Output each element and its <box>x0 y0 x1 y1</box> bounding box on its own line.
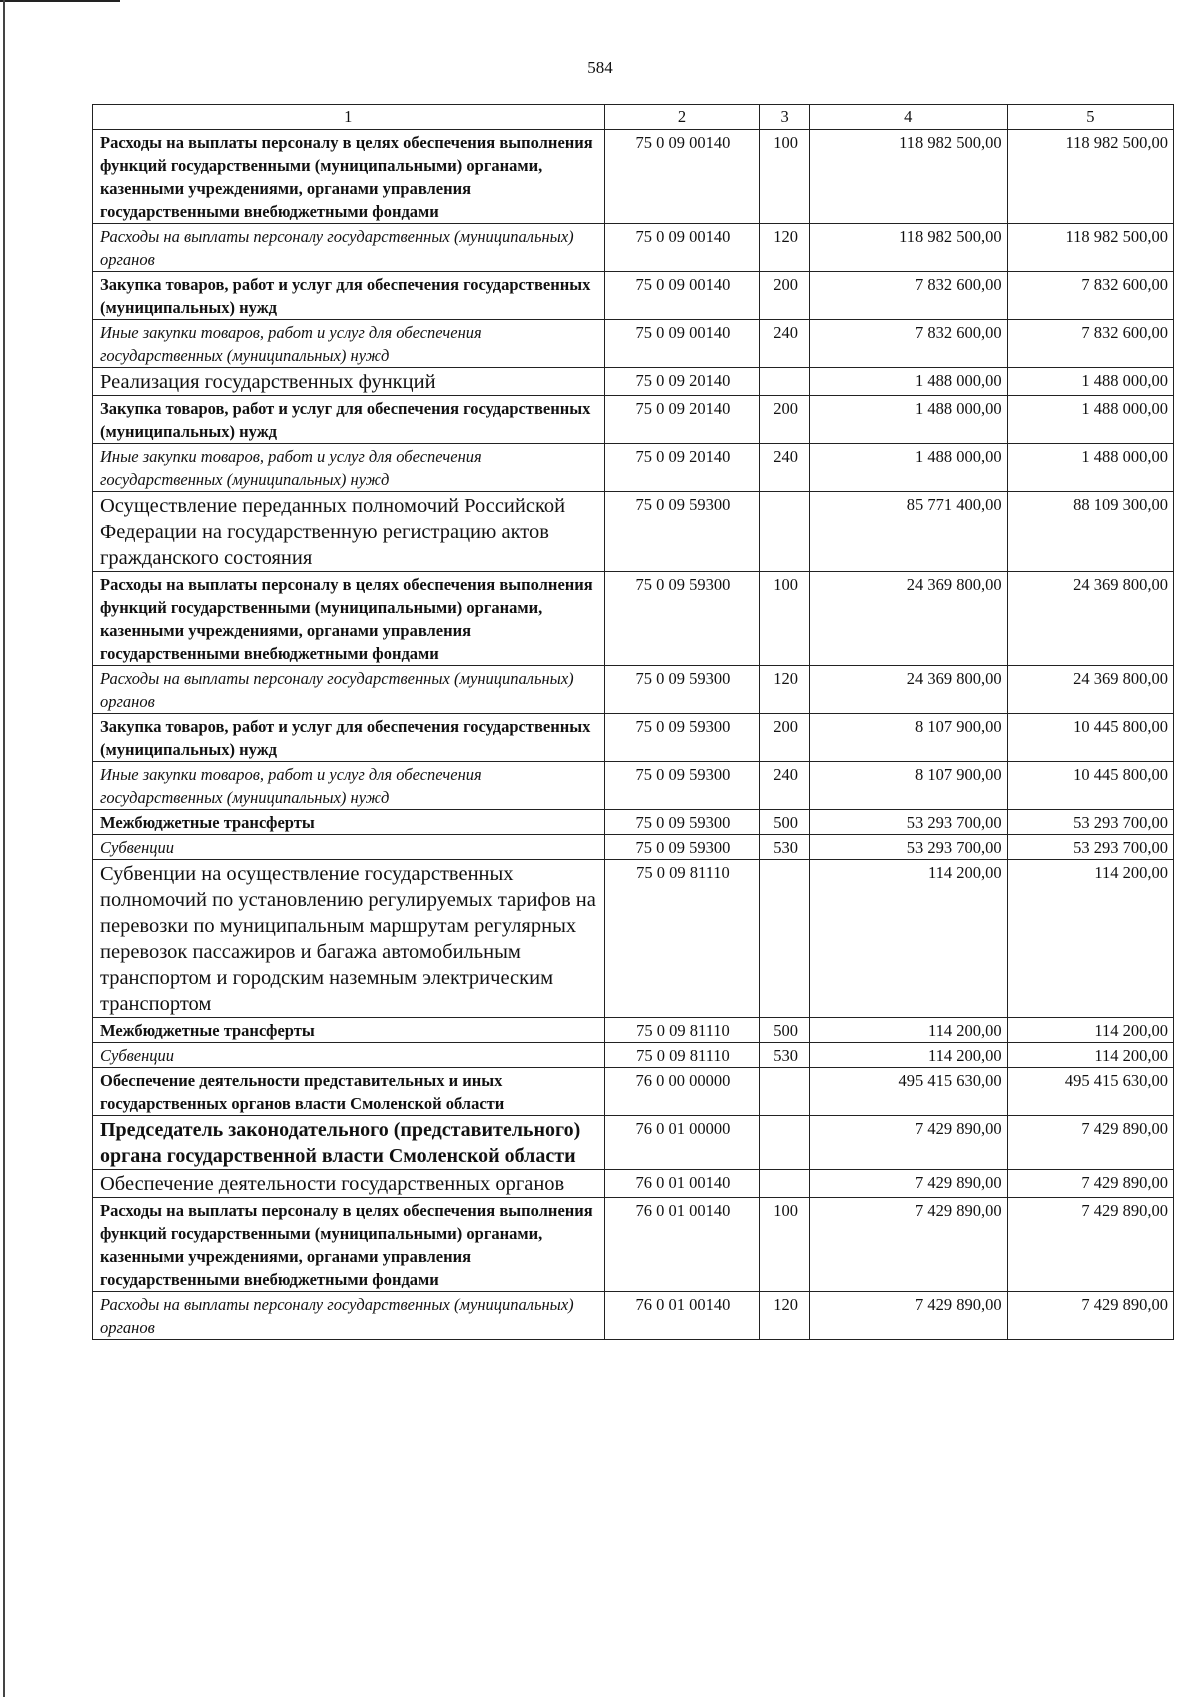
row-sum-col-4: 118 982 500,00 <box>809 224 1007 272</box>
row-type: 200 <box>760 396 809 444</box>
row-sum-col-5: 24 369 800,00 <box>1007 666 1173 714</box>
row-sum-col-5: 114 200,00 <box>1007 1043 1173 1068</box>
row-name: Межбюджетные трансферты <box>93 1018 605 1043</box>
row-type: 530 <box>760 835 809 860</box>
row-name: Расходы на выплаты персоналу государственных (муниципальных) органов <box>93 224 605 272</box>
header-col-2: 2 <box>604 105 760 130</box>
row-sum-col-4: 7 429 890,00 <box>809 1198 1007 1292</box>
row-code: 76 0 01 00140 <box>604 1198 760 1292</box>
table-row <box>93 224 1174 272</box>
row-sum-col-4: 114 200,00 <box>809 860 1007 1018</box>
row-name: Председатель законодательного (представительного) органа государственной власти Смоленской области <box>93 1116 605 1170</box>
table-row <box>93 810 1174 835</box>
row-code: 75 0 09 00140 <box>604 272 760 320</box>
row-code: 76 0 00 00000 <box>604 1068 760 1116</box>
row-sum-col-4: 7 832 600,00 <box>809 272 1007 320</box>
row-sum-col-5: 7 832 600,00 <box>1007 320 1173 368</box>
table-row <box>93 1292 1174 1340</box>
header-col-1: 1 <box>93 105 605 130</box>
header-col-5: 5 <box>1007 105 1173 130</box>
row-type <box>760 1170 809 1198</box>
row-sum-col-4: 24 369 800,00 <box>809 666 1007 714</box>
row-type: 120 <box>760 1292 809 1340</box>
row-sum-col-5: 24 369 800,00 <box>1007 572 1173 666</box>
table-row <box>93 835 1174 860</box>
table-row <box>93 762 1174 810</box>
row-sum-col-4: 7 429 890,00 <box>809 1292 1007 1340</box>
row-code: 75 0 09 00140 <box>604 224 760 272</box>
row-sum-col-4: 8 107 900,00 <box>809 762 1007 810</box>
table-row <box>93 444 1174 492</box>
row-type: 500 <box>760 1018 809 1043</box>
row-code: 75 0 09 00140 <box>604 320 760 368</box>
table-row <box>93 130 1174 224</box>
table-row <box>93 1170 1174 1198</box>
table-row <box>93 1043 1174 1068</box>
row-name: Расходы на выплаты персоналу государственных (муниципальных) органов <box>93 666 605 714</box>
row-sum-col-4: 495 415 630,00 <box>809 1068 1007 1116</box>
row-type: 100 <box>760 1198 809 1292</box>
row-sum-col-5: 114 200,00 <box>1007 1018 1173 1043</box>
row-type: 240 <box>760 444 809 492</box>
table-row <box>93 1068 1174 1116</box>
table-row <box>93 492 1174 572</box>
row-sum-col-5: 53 293 700,00 <box>1007 835 1173 860</box>
row-code: 75 0 09 20140 <box>604 368 760 396</box>
row-type: 100 <box>760 130 809 224</box>
row-name: Иные закупки товаров, работ и услуг для обеспечения государственных (муниципальных) нужд <box>93 444 605 492</box>
row-code: 76 0 01 00140 <box>604 1170 760 1198</box>
row-code: 76 0 01 00140 <box>604 1292 760 1340</box>
page-number: 584 <box>587 58 613 77</box>
row-sum-col-4: 1 488 000,00 <box>809 444 1007 492</box>
row-sum-col-5: 7 429 890,00 <box>1007 1198 1173 1292</box>
budget-table <box>92 104 1174 1340</box>
row-sum-col-4: 24 369 800,00 <box>809 572 1007 666</box>
row-sum-col-5: 1 488 000,00 <box>1007 444 1173 492</box>
row-type: 200 <box>760 272 809 320</box>
row-sum-col-4: 53 293 700,00 <box>809 835 1007 860</box>
table-row <box>93 572 1174 666</box>
row-sum-col-5: 10 445 800,00 <box>1007 714 1173 762</box>
row-name: Обеспечение деятельности представительных и иных государственных органов власти Смоленской области <box>93 1068 605 1116</box>
row-code: 75 0 09 20140 <box>604 396 760 444</box>
row-sum-col-4: 8 107 900,00 <box>809 714 1007 762</box>
table-row <box>93 396 1174 444</box>
row-sum-col-5: 10 445 800,00 <box>1007 762 1173 810</box>
row-name: Межбюджетные трансферты <box>93 810 605 835</box>
row-type: 120 <box>760 224 809 272</box>
row-code: 75 0 09 81110 <box>604 1018 760 1043</box>
table-row <box>93 1198 1174 1292</box>
row-code: 75 0 09 20140 <box>604 444 760 492</box>
row-name: Субвенции на осуществление государственных полномочий по установлению регулируемых тарифов на перевозки по муниципальным маршрутам регулярных перевозок пассажиров и багажа автомобильным транспортом и городским наземным электрическим транспортом <box>93 860 605 1018</box>
row-name: Субвенции <box>93 835 605 860</box>
row-code: 75 0 09 59300 <box>604 492 760 572</box>
row-type: 240 <box>760 762 809 810</box>
row-code: 75 0 09 59300 <box>604 666 760 714</box>
table-row <box>93 714 1174 762</box>
row-type <box>760 1116 809 1170</box>
table-header-row <box>93 105 1174 130</box>
table-row <box>93 860 1174 1018</box>
row-sum-col-4: 114 200,00 <box>809 1018 1007 1043</box>
row-name: Расходы на выплаты персоналу в целях обеспечения выполнения функций государственными (муниципальными) органами, казенными учреждениями, органами управления государственными внебюджетными фондами <box>93 130 605 224</box>
row-name: Расходы на выплаты персоналу в целях обеспечения выполнения функций государственными (муниципальными) органами, казенными учреждениями, органами управления государственными внебюджетными фондами <box>93 572 605 666</box>
row-code: 75 0 09 59300 <box>604 810 760 835</box>
row-name: Закупка товаров, работ и услуг для обеспечения государственных (муниципальных) нужд <box>93 714 605 762</box>
row-sum-col-5: 1 488 000,00 <box>1007 396 1173 444</box>
row-type <box>760 860 809 1018</box>
table-row <box>93 320 1174 368</box>
row-sum-col-4: 7 429 890,00 <box>809 1170 1007 1198</box>
row-name: Обеспечение деятельности государственных органов <box>93 1170 605 1198</box>
row-sum-col-5: 495 415 630,00 <box>1007 1068 1173 1116</box>
row-type: 240 <box>760 320 809 368</box>
row-type: 500 <box>760 810 809 835</box>
row-sum-col-4: 7 832 600,00 <box>809 320 1007 368</box>
row-name: Иные закупки товаров, работ и услуг для обеспечения государственных (муниципальных) нужд <box>93 762 605 810</box>
row-name: Осуществление переданных полномочий Российской Федерации на государственную регистрацию актов гражданского состояния <box>93 492 605 572</box>
table-row <box>93 272 1174 320</box>
row-code: 75 0 09 00140 <box>604 130 760 224</box>
table-row <box>93 666 1174 714</box>
row-sum-col-4: 53 293 700,00 <box>809 810 1007 835</box>
row-sum-col-5: 1 488 000,00 <box>1007 368 1173 396</box>
header-col-4: 4 <box>809 105 1007 130</box>
scan-edge-top <box>0 0 120 2</box>
row-name: Субвенции <box>93 1043 605 1068</box>
row-sum-col-4: 118 982 500,00 <box>809 130 1007 224</box>
row-code: 75 0 09 59300 <box>604 762 760 810</box>
row-type: 200 <box>760 714 809 762</box>
row-sum-col-5: 88 109 300,00 <box>1007 492 1173 572</box>
row-sum-col-5: 53 293 700,00 <box>1007 810 1173 835</box>
row-sum-col-4: 85 771 400,00 <box>809 492 1007 572</box>
scan-edge-left <box>3 0 5 1697</box>
table-row <box>93 1018 1174 1043</box>
row-sum-col-5: 7 429 890,00 <box>1007 1170 1173 1198</box>
header-col-3: 3 <box>760 105 809 130</box>
row-type: 530 <box>760 1043 809 1068</box>
row-sum-col-5: 7 429 890,00 <box>1007 1116 1173 1170</box>
row-name: Расходы на выплаты персоналу в целях обеспечения выполнения функций государственными (муниципальными) органами, казенными учреждениями, органами управления государственными внебюджетными фондами <box>93 1198 605 1292</box>
row-name: Закупка товаров, работ и услуг для обеспечения государственных (муниципальных) нужд <box>93 272 605 320</box>
table-row <box>93 1116 1174 1170</box>
row-sum-col-5: 7 429 890,00 <box>1007 1292 1173 1340</box>
row-code: 75 0 09 59300 <box>604 714 760 762</box>
row-type <box>760 1068 809 1116</box>
row-type: 120 <box>760 666 809 714</box>
row-name: Расходы на выплаты персоналу государственных (муниципальных) органов <box>93 1292 605 1340</box>
row-code: 76 0 01 00000 <box>604 1116 760 1170</box>
row-sum-col-4: 7 429 890,00 <box>809 1116 1007 1170</box>
row-code: 75 0 09 59300 <box>604 572 760 666</box>
table-row <box>93 368 1174 396</box>
row-name: Закупка товаров, работ и услуг для обеспечения государственных (муниципальных) нужд <box>93 396 605 444</box>
row-type <box>760 492 809 572</box>
row-sum-col-4: 1 488 000,00 <box>809 368 1007 396</box>
row-name: Реализация государственных функций <box>93 368 605 396</box>
row-type <box>760 368 809 396</box>
row-sum-col-5: 118 982 500,00 <box>1007 224 1173 272</box>
row-code: 75 0 09 81110 <box>604 1043 760 1068</box>
row-sum-col-4: 114 200,00 <box>809 1043 1007 1068</box>
row-code: 75 0 09 59300 <box>604 835 760 860</box>
row-sum-col-5: 118 982 500,00 <box>1007 130 1173 224</box>
row-code: 75 0 09 81110 <box>604 860 760 1018</box>
row-sum-col-4: 1 488 000,00 <box>809 396 1007 444</box>
row-name: Иные закупки товаров, работ и услуг для обеспечения государственных (муниципальных) нужд <box>93 320 605 368</box>
row-sum-col-5: 114 200,00 <box>1007 860 1173 1018</box>
row-type: 100 <box>760 572 809 666</box>
row-sum-col-5: 7 832 600,00 <box>1007 272 1173 320</box>
